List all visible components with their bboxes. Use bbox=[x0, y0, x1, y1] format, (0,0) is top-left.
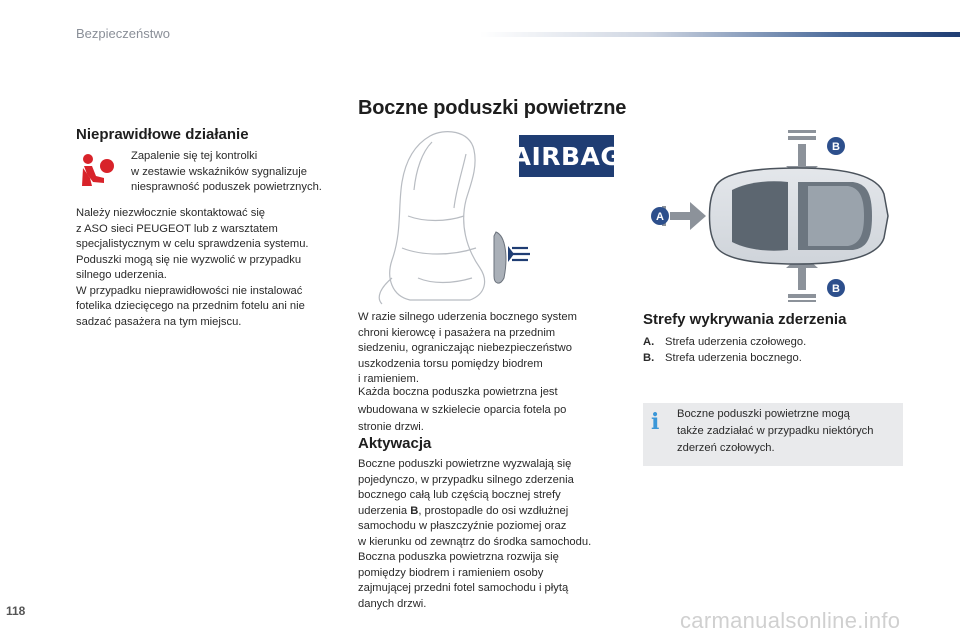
info-line: Boczne poduszki powietrzne mogą bbox=[677, 408, 850, 420]
header-bar bbox=[480, 32, 960, 37]
watermark: carmanualsonline.info bbox=[680, 608, 901, 633]
body-line: stronie drzwi. bbox=[358, 421, 424, 433]
zone-b-reference: B bbox=[410, 504, 419, 517]
zone-b-top-label: B bbox=[832, 141, 840, 153]
body-line: Należy niezwłocznie skontaktować się bbox=[76, 207, 266, 219]
zone-item-label: A. bbox=[643, 336, 655, 348]
zone-item-text: Strefa uderzenia czołowego. bbox=[665, 336, 807, 348]
body-line: W przypadku nieprawidłowości nie instalować bbox=[76, 284, 303, 297]
body-line: Boczna poduszka powietrzna rozwija się bbox=[358, 551, 559, 563]
zones-title: Strefy wykrywania zderzenia bbox=[643, 311, 847, 328]
zones-list bbox=[643, 334, 806, 366]
description-paragraph-1 bbox=[358, 310, 577, 388]
note-line: Zapalenie się tej kontrolki bbox=[131, 150, 258, 162]
text-suffix: , prostopadle do osi wzdłużnej bbox=[418, 504, 569, 517]
body-line: silnego uderzenia. bbox=[76, 269, 167, 281]
section-header: Bezpieczeństwo bbox=[76, 26, 170, 41]
zone-a-label: A bbox=[656, 211, 664, 223]
body-line: wbudowana w szkielecie oparcia fotela po bbox=[358, 403, 567, 416]
activation-body bbox=[358, 457, 591, 612]
body-line: samochodu w płaszczyźnie poziomej oraz bbox=[358, 520, 567, 532]
description-paragraph-2 bbox=[358, 384, 566, 437]
malfunction-body bbox=[76, 206, 309, 330]
body-line: uszkodzenia torsu pomiędzy biodrem bbox=[358, 357, 543, 370]
body-line: chroni kierowcę i pasażera na przednim bbox=[358, 326, 556, 339]
body-line: i ramieniem. bbox=[358, 373, 419, 385]
body-line: Poduszki mogą się nie wyzwolić w przypadku bbox=[76, 253, 302, 266]
text-prefix: uderzenia bbox=[358, 504, 411, 517]
body-line: z ASO sieci PEUGEOT lub z warsztatem bbox=[76, 222, 278, 235]
body-line: W razie silnego uderzenia bocznego system bbox=[358, 311, 577, 323]
malfunction-title: Nieprawidłowe działanie bbox=[76, 126, 249, 143]
body-line bbox=[358, 504, 591, 520]
info-line: także zadziałać w przypadku niektórych bbox=[677, 425, 874, 437]
airbag-badge: AIRBAG bbox=[519, 135, 614, 177]
warning-light-note bbox=[131, 149, 322, 196]
body-line: bocznego całą lub częścią bocznej strefy bbox=[358, 489, 561, 501]
zone-item-text: Strefa uderzenia bocznego. bbox=[665, 352, 802, 364]
zone-item-b bbox=[643, 350, 806, 366]
note-line: w zestawie wskaźników sygnalizuje bbox=[131, 165, 307, 178]
page-title: Boczne poduszki powietrzne bbox=[358, 97, 627, 119]
page-number: 118 bbox=[6, 604, 26, 618]
body-line: fotelika dziecięcego na przednim fotelu ani nie bbox=[76, 300, 305, 312]
activation-title: Aktywacja bbox=[358, 435, 432, 452]
body-line: specjalistycznym w celu sprawdzenia systemu. bbox=[76, 238, 309, 250]
body-line: zajmującej przedni fotel samochodu i płytą bbox=[358, 582, 569, 594]
body-line: sadzać pasażera na tym miejscu. bbox=[76, 315, 242, 328]
info-note bbox=[677, 406, 874, 457]
note-line: niesprawność poduszek powietrznych. bbox=[131, 181, 322, 193]
body-line: w kierunku od zewnątrz do środka samochodu. bbox=[358, 535, 592, 548]
zone-item-label: B. bbox=[643, 352, 655, 364]
zone-b-bottom-label: B bbox=[832, 283, 840, 295]
info-icon: i bbox=[651, 409, 660, 435]
body-line: Boczne poduszki powietrzne wyzwalają się bbox=[358, 458, 572, 470]
body-line: pojedynczo, w przypadku silnego zderzenia bbox=[358, 473, 574, 486]
body-line: siedzeniu, ograniczając niebezpieczeństwo bbox=[358, 342, 572, 354]
impact-zones-diagram bbox=[648, 130, 908, 302]
body-line: pomiędzy biodrem i ramieniem osoby bbox=[358, 566, 544, 579]
zone-item-a bbox=[643, 334, 806, 350]
body-line: danych drzwi. bbox=[358, 597, 427, 610]
body-line: Każda boczna poduszka powietrzna jest bbox=[358, 386, 558, 398]
airbag-warning-icon bbox=[78, 152, 116, 190]
info-line: zderzeń czołowych. bbox=[677, 442, 775, 454]
